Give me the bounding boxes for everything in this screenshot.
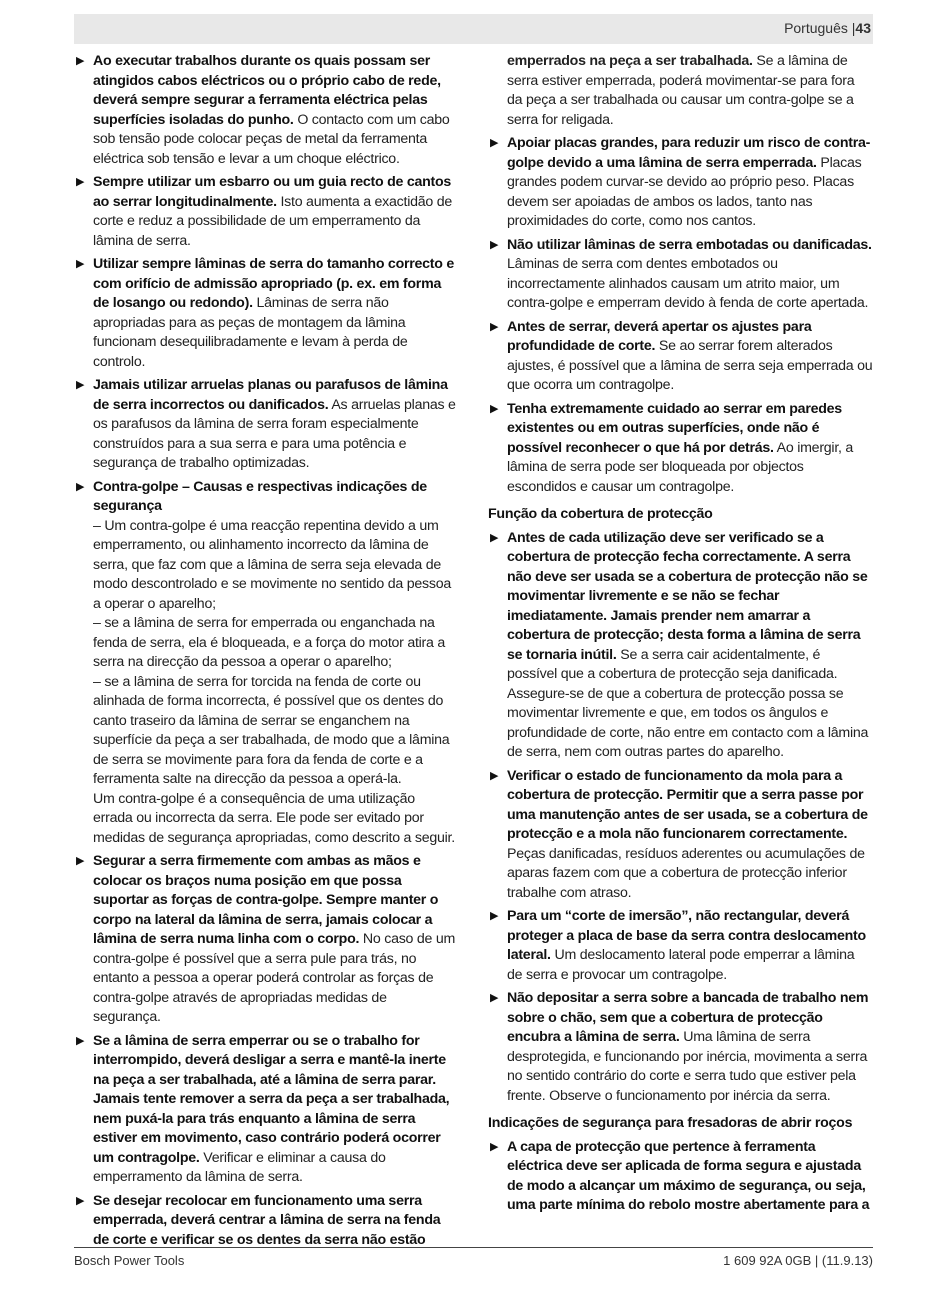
list-item xyxy=(74,52,458,169)
bullet-arrow-icon: ▶ xyxy=(76,1034,85,1047)
list-item xyxy=(488,767,873,904)
bullet-arrow-icon: ▶ xyxy=(76,855,85,867)
right-items xyxy=(488,134,873,497)
item-bold-text: Não utilizar lâminas de serra embotadas ou danificadas. xyxy=(507,236,872,253)
page-number: 43 xyxy=(855,20,871,36)
right-column xyxy=(488,52,873,1220)
bullet-arrow-icon: ▶ xyxy=(490,769,499,782)
item-text: As arruelas planas e os parafusos da lâmina de serra foram especialmente construídos para a sua serra e para uma potência e segurança de trabalho optimizadas. xyxy=(93,396,456,471)
bullet-arrow-icon: ▶ xyxy=(490,531,499,544)
list-item xyxy=(74,1192,458,1251)
item-bold-text: Verificar o estado de funcionamento da mola para a cobertura de protecção. Permitir que a serra passe por uma manutenção antes de ser usada, se a cobertura de protecção e a mola não funcionarem correctamente. xyxy=(507,767,868,842)
item-text: Uma lâmina de serra desprotegida, e funcionando por inércia, movimenta a serra no sentido contrário do corte e serra tudo que estiver pela frente. Observe o funcionamento por inércia da serra. xyxy=(507,1029,868,1104)
list-item xyxy=(488,400,873,498)
item-bold-text: Apoiar placas grandes, para reduzir um risco de contra-golpe devido a uma lâmina de serra emperrada. xyxy=(507,135,871,171)
item-bold-text: Se a lâmina de serra emperrar ou se o trabalho for interrompido, deverá desligar a serra e mantê-la inerte na peça a ser trabalhada, até a lâmina de serra parar. Jamais tente remover a serra da peça a ser trabalhada, nem puxá-la para trás enquanto a lâmina de serra estiver em movimento, caso contrário poderá ocorrer um contragolpe. xyxy=(93,1032,450,1166)
list-item xyxy=(74,852,458,1028)
section-heading-cover: Função da cobertura de protecção xyxy=(488,506,713,522)
item-bold-text: Ao executar trabalhos durante os quais possam ser atingidos cabos eléctricos ou o próprio cabo de rede, deverá sempre segurar a ferramenta eléctrica pelas superfícies isoladas do punho. xyxy=(93,53,441,128)
bullet-arrow-icon: ▶ xyxy=(76,480,85,493)
item-bold-text: Antes de serrar, deverá apertar os ajustes para profundidade de corte. xyxy=(507,318,812,354)
bullet-arrow-icon: ▶ xyxy=(490,1140,499,1153)
item-bold-text: Jamais utilizar arruelas planas ou parafusos de lâmina de serra incorrectos ou danificados. xyxy=(93,377,448,413)
footer-doc-id: 1 609 92A 0GB | (11.9.13) xyxy=(723,1253,873,1268)
list-item xyxy=(74,376,458,474)
list-item xyxy=(488,318,873,396)
continuation-bold: emperrados na peça a ser trabalhada. xyxy=(507,53,753,69)
bullet-arrow-icon: ▶ xyxy=(76,1194,85,1207)
bullet-arrow-icon: ▶ xyxy=(490,402,499,415)
list-item xyxy=(488,236,873,314)
item-text: Verificar e eliminar a causa do emperramento da lâmina de serra. xyxy=(93,1149,386,1185)
bullet-arrow-icon: ▶ xyxy=(490,238,499,251)
continuation-text: Se a lâmina de serra estiver emperrada, poderá movimentar-se para fora da peça a ser trabalhada ou causar um contra-golpe se a serra for religada. xyxy=(507,53,855,128)
list-item xyxy=(74,173,458,251)
header-language: Português xyxy=(784,20,848,36)
page-header xyxy=(74,14,873,44)
footer-rule xyxy=(74,1247,873,1248)
item-bold-text: Segurar a serra firmemente com ambas as mãos e colocar os braços numa posição em que possa suportar as forças de contra-golpe. Sempre manter o corpo na lateral da lâmina de serra, jamais colocar a lâmina de serra numa linha com o corpo. xyxy=(93,853,439,947)
list-item xyxy=(488,907,873,985)
bullet-arrow-icon: ▶ xyxy=(490,137,499,149)
bullet-arrow-icon: ▶ xyxy=(490,320,499,333)
bullet-arrow-icon: ▶ xyxy=(76,176,85,188)
item-bold-text: Se desejar recolocar em funcionamento uma serra emperrada, deverá centrar a lâmina de serra na fenda de corte e verificar se os dentes da serra não estão xyxy=(93,1192,441,1248)
list-item xyxy=(488,989,873,1106)
list-item xyxy=(74,478,458,849)
item-bold-text: Não depositar a serra sobre a bancada de trabalho nem sobre o chão, sem que a cobertura de protecção encubra a lâmina de serra. xyxy=(507,990,869,1045)
bullet-arrow-icon: ▶ xyxy=(76,55,85,67)
list-item xyxy=(74,1032,458,1188)
item-text: Lâminas de serra com dentes embotados ou incorrectamente alinhados causam um atrito maior, um contra-golpe e emperram devido à fenda de corte apertada. xyxy=(507,256,869,311)
section-heading-router: Indicações de segurança para fresadoras de abrir roços xyxy=(488,1115,853,1131)
item-sub-paragraph: – Um contra-golpe é uma reacção repentina devido a um emperramento, ou alinhamento incorrecto da lâmina de serra, que faz com que a lâmina de serra seja elevada de modo descontrolado e se movimente no sentido da pessoa a operar o aparelho; xyxy=(93,517,451,612)
list-item xyxy=(74,255,458,372)
item-text: Peças danificadas, resíduos aderentes ou acumulações de aparas fazem com que a cobertura de protecção inferior trabalhe com atraso. xyxy=(507,845,865,901)
bullet-arrow-icon: ▶ xyxy=(76,379,85,391)
item-sub-paragraph: Um contra-golpe é a consequência de uma utilização errada ou incorrecta da serra. Ele pode ser evitado por medidas de segurança apropriadas, como descrito a seguir. xyxy=(93,790,455,846)
list-item xyxy=(488,1138,873,1216)
item-text: O contacto com um cabo sob tensão pode colocar peças de metal da ferramenta eléctrica sob tensão e levar a um choque eléctrico. xyxy=(93,111,450,167)
item-sub-paragraph: – se a lâmina de serra for emperrada ou enganchada na fenda de serra, ela é bloqueada, e a força do motor atira a serra na direcção da pessoa a operar o aparelho; xyxy=(93,615,445,670)
item-bold-text: Sempre utilizar um esbarro ou um guia recto de cantos ao serrar longitudinalmente. xyxy=(93,174,452,210)
item-text: No caso de um contra-golpe é possível que a serra pule para trás, no entanto a pessoa a operar poderá controlar as forças de contra-golpe através de apropriadas medidas de segurança. xyxy=(93,931,456,1025)
item-bold-text: Para um “corte de imersão”, não rectangular, deverá proteger a placa de base da serra contra deslocamento lateral. xyxy=(507,908,866,963)
list-item xyxy=(488,529,873,763)
item-text: Isto aumenta a exactidão de corte e reduz a possibilidade de um emperramento da lâmina de serra. xyxy=(93,193,452,249)
item-bold-text: Contra-golpe – Causas e respectivas indicações de segurança xyxy=(93,478,427,514)
item-text: Um deslocamento lateral pode emperrar a lâmina de serra e provocar um contragolpe. xyxy=(507,947,855,983)
item-text: Ao imergir, a lâmina de serra pode ser bloqueada por objectos escondidos e causar um contragolpe. xyxy=(507,439,854,495)
bullet-arrow-icon: ▶ xyxy=(490,992,499,1004)
section-cover-items xyxy=(488,529,873,1107)
item-bold-text: A capa de protecção que pertence à ferramenta eléctrica deve ser aplicada de forma segura e ajustada de modo a alcançar um máximo de segurança, ou seja, uma parte mínima do rebolo mostre abertamente para a xyxy=(507,1138,870,1213)
item-bold-text: Tenha extremamente cuidado ao serrar em paredes existentes ou em outras superfícies, onde não é possível reconhecer o que há por detrás. xyxy=(507,400,842,456)
left-column xyxy=(74,52,458,1254)
bullet-arrow-icon: ▶ xyxy=(490,910,499,922)
footer-brand: Bosch Power Tools xyxy=(74,1253,185,1268)
item-text: Placas grandes podem curvar-se devido ao próprio peso. Placas devem ser apoiadas de ambos os lados, tanto nas proximidades do corte, como nos cantos. xyxy=(507,154,862,229)
list-item xyxy=(488,134,873,232)
item-bold-text: Antes de cada utilização deve ser verificado se a cobertura de protecção fecha correctamente. A serra não deve ser usada se a cobertura de protecção não se movimentar livremente e se não se fechar imediatamente. Jamais prender nem amarrar a cobertura de protecção; desta forma a lâmina de serra se tornaria inútil. xyxy=(507,529,868,663)
item-text: Se a serra cair acidentalmente, é possível que a cobertura de protecção seja danificada. Assegure-se de que a cobertura de protecção possa se movimentar livremente e que, em todos os ângulos e profundidade de corte, não entre em contacto com a lâmina de serra, nem com outras partes do aparelho. xyxy=(507,646,869,760)
item-text: Lâminas de serra não apropriadas para as peças de montagem da lâmina funcionam desequilibradamente e levam à perda de controlo. xyxy=(93,295,408,370)
bullet-arrow-icon: ▶ xyxy=(76,258,85,270)
header-separator: | xyxy=(851,20,856,36)
item-sub-paragraph: – se a lâmina de serra for torcida na fenda de corte ou alinhada de forma incorrecta, é possível que os dentes do canto traseiro da lâmina de serrar se enganchem na superfície da peça a ser trabalhada, de modo que a lâmina de serra se movimente para fora da fenda de corte e a ferramenta salte na direcção da pessoa a operá-la. xyxy=(93,673,450,787)
item-bold-text: Utilizar sempre lâminas de serra do tamanho correcto e com orifício de admissão apropriado (p. ex. em forma de losango ou redondo). xyxy=(93,256,455,311)
item-text: Se ao serrar forem alterados ajustes, é possível que a lâmina de serra seja emperrada ou que ocorra um contragolpe. xyxy=(507,338,873,393)
section-router-items xyxy=(488,1138,873,1216)
header-text xyxy=(784,20,873,36)
continuation-paragraph xyxy=(507,52,873,130)
